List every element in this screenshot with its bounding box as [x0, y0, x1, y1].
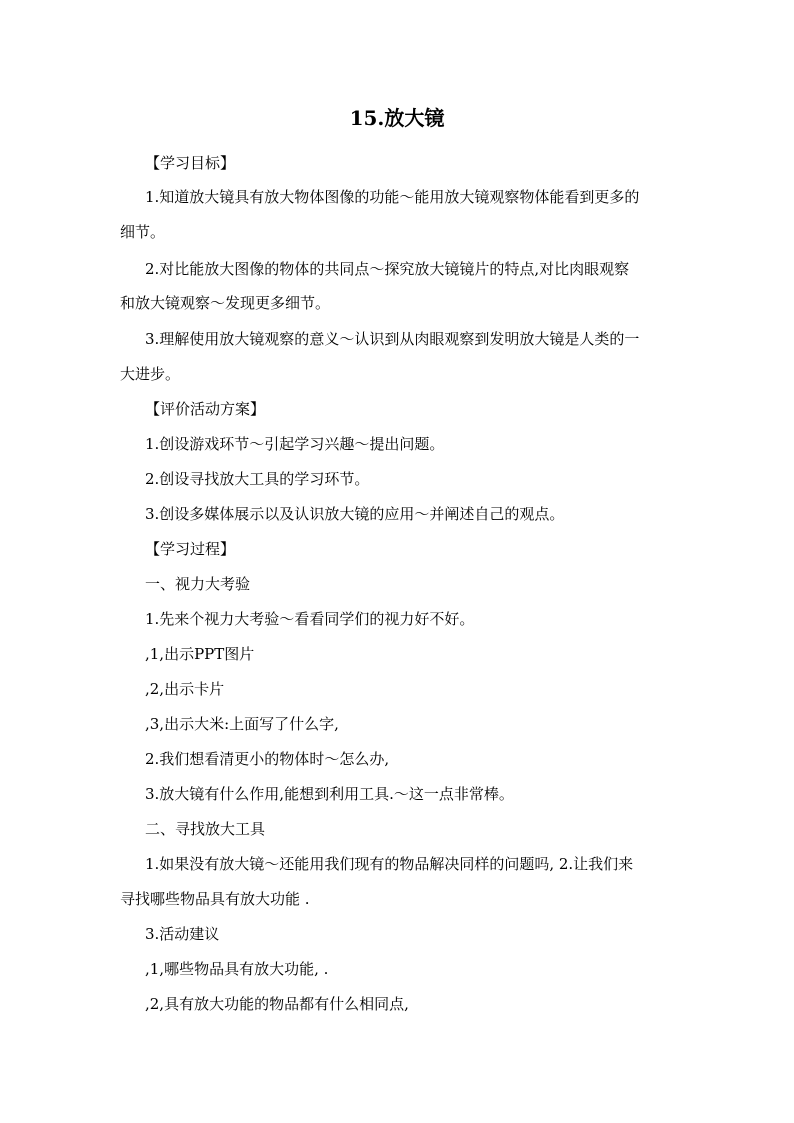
paragraph-line: ,2,出示卡片	[145, 680, 225, 698]
paragraph-line: 2.对比能放大图像的物体的共同点～探究放大镜镜片的特点,对比肉眼观察	[145, 260, 630, 278]
paragraph-line: ,3,出示大米:上面写了什么字,	[145, 715, 339, 733]
section-heading-evaluation-plan: 【评价活动方案】	[145, 400, 266, 418]
paragraph-line: 3.创设多媒体展示以及认识放大镜的应用～并阐述自己的观点。	[145, 505, 565, 523]
paragraph-line: 2.我们想看清更小的物体时～怎么办,	[145, 750, 390, 768]
paragraph-line: 1.如果没有放大镜～还能用我们现有的物品解决同样的问题吗, 2.让我们来	[145, 855, 634, 873]
paragraph-line: 2.创设寻找放大工具的学习环节。	[145, 470, 370, 488]
paragraph-line: 3.理解使用放大镜观察的意义～认识到从肉眼观察到发明放大镜是人类的一	[145, 330, 640, 348]
paragraph-line: ,1,出示PPT图片	[145, 645, 255, 663]
paragraph-line: ,2,具有放大功能的物品都有什么相同点,	[145, 995, 409, 1013]
paragraph-line: 3.放大镜有什么作用,能想到利用工具.～这一点非常棒。	[145, 785, 514, 803]
subsection-heading: 二、寻找放大工具	[145, 820, 266, 838]
paragraph-line: 大进步。	[120, 365, 181, 383]
paragraph-line: ,1,哪些物品具有放大功能, .	[145, 960, 329, 978]
paragraph-line: 寻找哪些物品具有放大功能 .	[120, 890, 310, 908]
paragraph-line: 1.先来个视力大考验～看看同学们的视力好不好。	[145, 610, 475, 628]
section-heading-learning-goals: 【学习目标】	[145, 154, 236, 172]
paragraph-line: 细节。	[120, 223, 166, 241]
paragraph-line: 和放大镜观察～发现更多细节。	[120, 294, 331, 312]
document-title: 15.放大镜	[349, 106, 445, 130]
subsection-heading: 一、视力大考验	[145, 575, 251, 593]
paragraph-line: 1.创设游戏环节～引起学习兴趣～提出问题。	[145, 435, 445, 453]
section-heading-learning-process: 【学习过程】	[145, 540, 236, 558]
paragraph-line: 1.知道放大镜具有放大物体图像的功能～能用放大镜观察物体能看到更多的	[145, 188, 640, 206]
paragraph-line: 3.活动建议	[145, 925, 220, 943]
